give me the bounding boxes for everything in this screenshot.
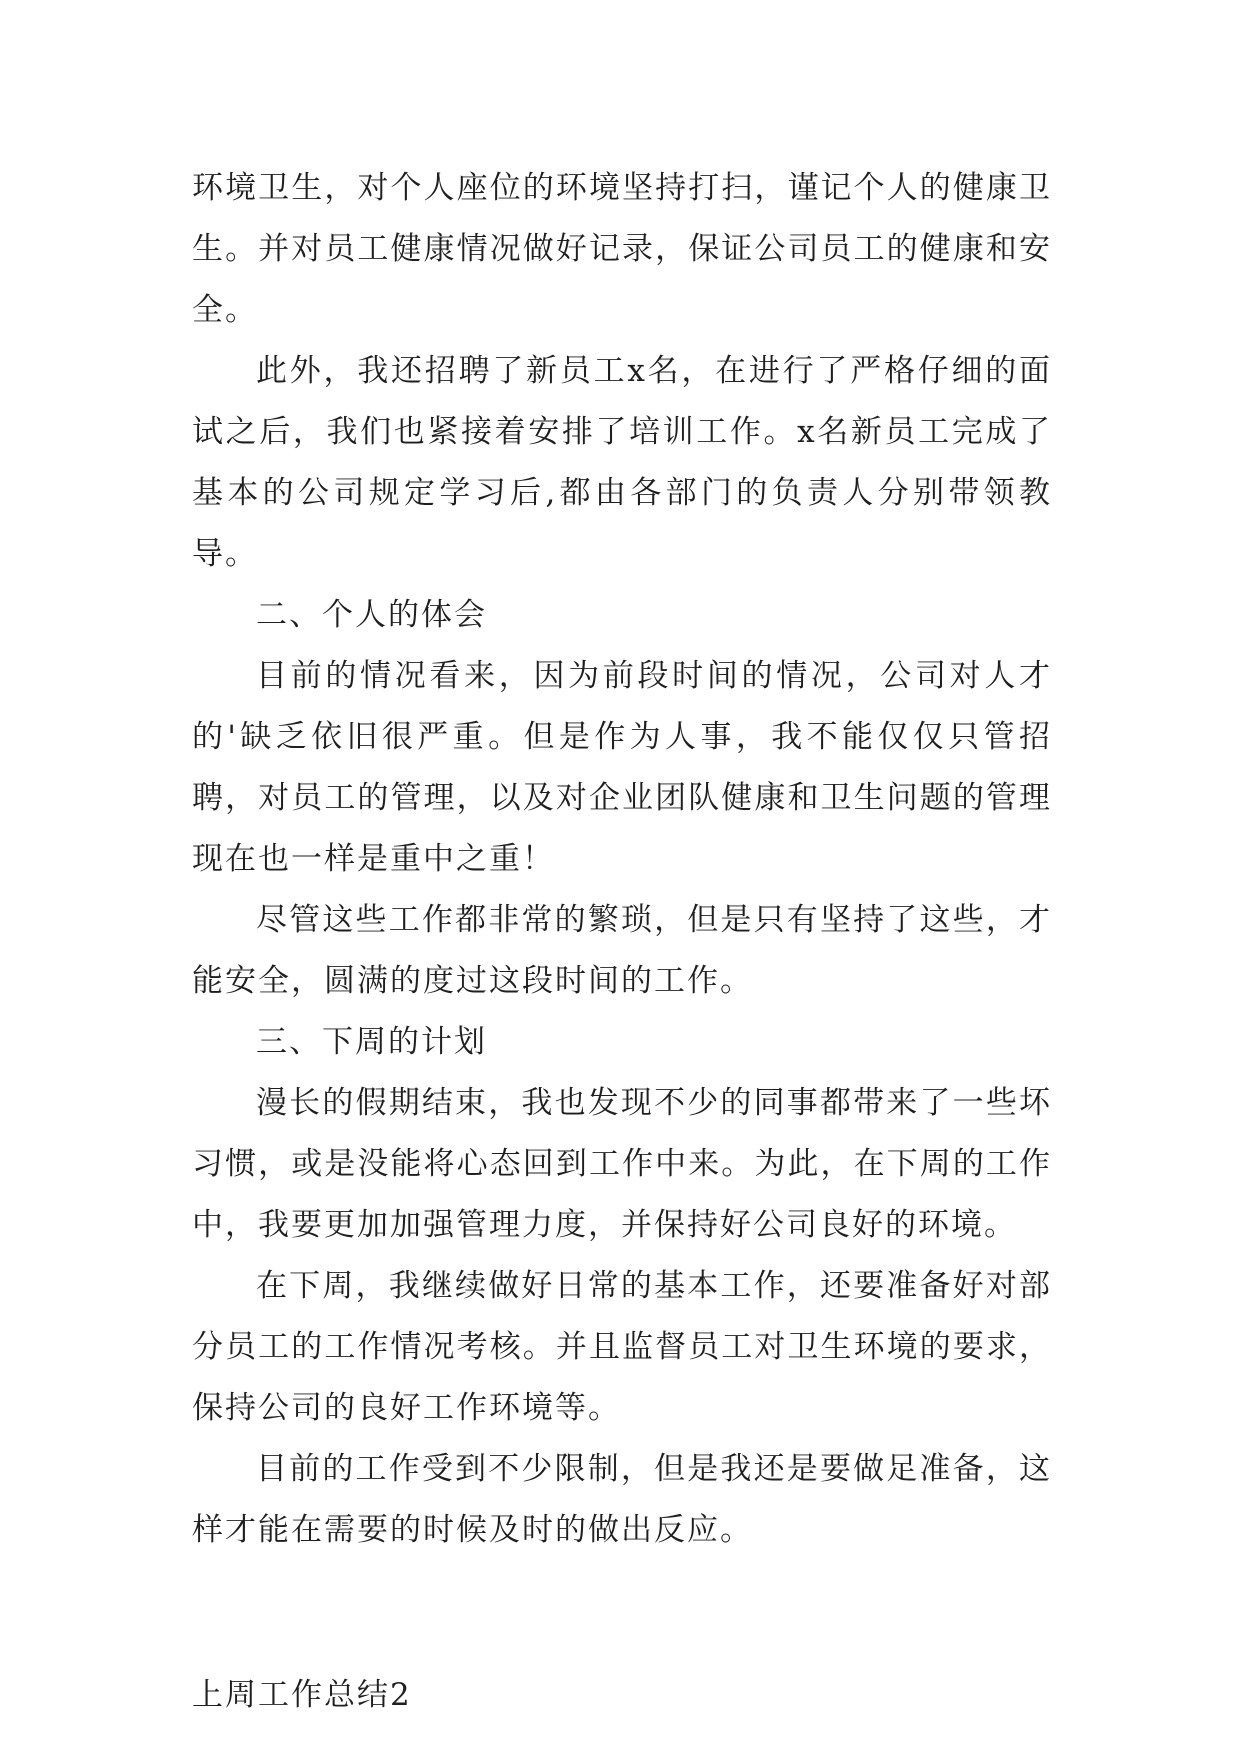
paragraph-persistence: 尽管这些工作都非常的繁琐，但是只有坚持了这些，才能安全，圆满的度过这段时间的工作。 [192,902,1052,999]
section-title: 上周工作总结2 [192,1677,412,1713]
paragraph-assessment: 在下周，我继续做好日常的基本工作，还要准备好对部分员工的工作情况考核。并且监督员工对卫生环境的要求，保持公司的良好工作环境等。 [192,1268,1052,1426]
paragraph-bad-habits: 漫长的假期结束，我也发现不少的同事都带来了一些坏习惯，或是没能将心态回到工作中来。为此，在下周的工作中，我要更加加强管理力度，并保持好公司良好的环境。 [192,1085,1052,1243]
paragraph-recruitment: 此外，我还招聘了新员工x名，在进行了严格仔细的面试之后，我们也紧接着安排了培训工作。x名新员工完成了基本的公司规定学习后,都由各部门的负责人分别带领教导。 [192,353,1052,572]
section-gap [192,1561,1052,1665]
heading-next-week-plan: 三、下周的计划 [256,1024,487,1060]
paragraph-talent-shortage: 目前的情况看来，因为前段时间的情况，公司对人才的'缺乏依旧很严重。但是作为人事，我不能仅仅只管招聘，对员工的管理，以及对企业团队健康和卫生问题的管理现在也一样是重中之重！ [192,658,1052,877]
heading-personal-experience: 二、个人的体会 [256,597,487,633]
paragraph-hygiene: 环境卫生，对个人座位的环境坚持打扫，谨记个人的健康卫生。并对员工健康情况做好记录，保证公司员工的健康和安全。 [192,170,1052,328]
document-body [192,158,1052,1726]
paragraph-preparation: 目前的工作受到不少限制，但是我还是要做足准备，这样才能在需要的时候及时的做出反应。 [192,1451,1052,1548]
